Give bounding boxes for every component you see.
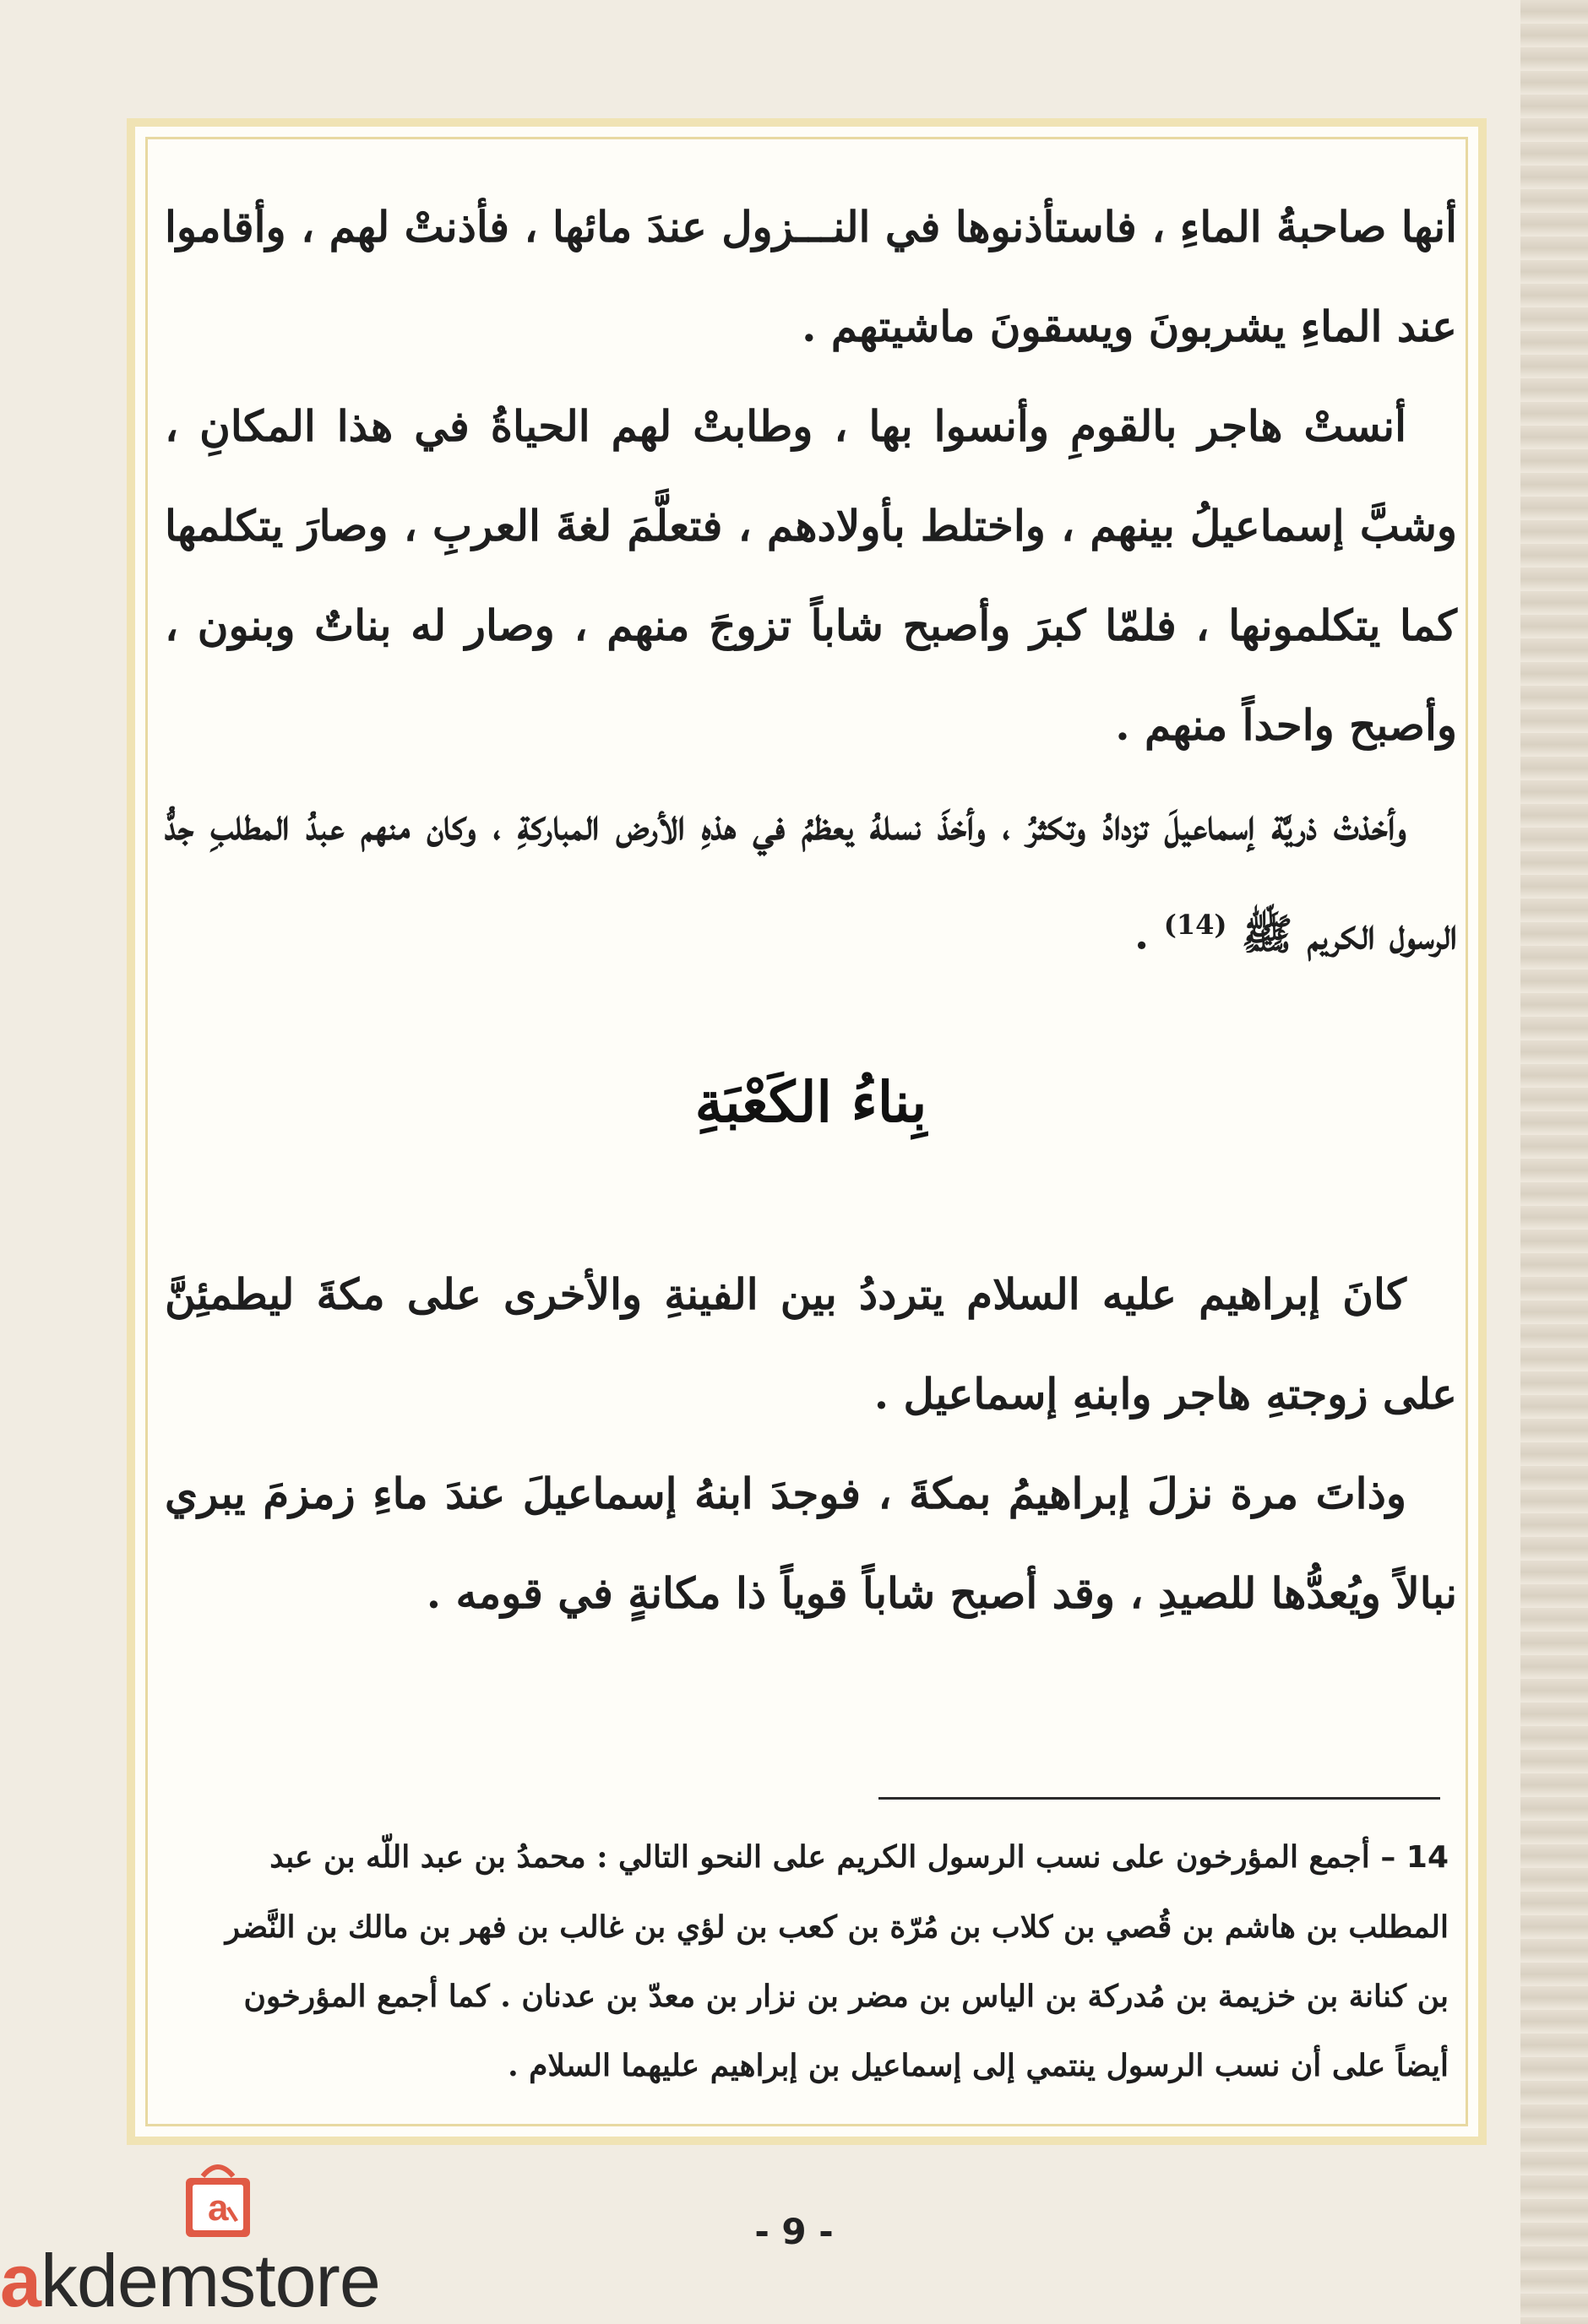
logo-text-prefix: a bbox=[0, 2239, 41, 2322]
section-title: بِناءُ الكَعْبَةِ bbox=[694, 1068, 927, 1135]
footnote-ref: (14) bbox=[1163, 909, 1227, 941]
paragraph-text: وأخذتْ ذريَّة إسماعيلَ تزدادُ وتكثرُ ، وأخذَ نسلهُ يعظمُ في هذهِ الأرض المباركةِ ، وكان منهم عبدُ المطلبِ جدُّ الرسول الكريم ﷺ bbox=[165, 800, 1457, 959]
paragraph-end: . bbox=[1134, 909, 1150, 959]
logo-text-rest: kdemstore bbox=[40, 2239, 380, 2322]
footnote-divider bbox=[878, 1797, 1440, 1800]
paragraph: وذاتَ مرة نزلَ إبراهيمُ بمكةَ ، فوجدَ ابنهُ إسماعيلَ عندَ ماءِ زمزمَ يبري نبالاً ويُعدُّها للصيدِ ، وقد أصبح شاباً قوياً ذا مكانةٍ في قومه . bbox=[165, 1468, 1457, 1618]
footnote-text: أجمع المؤرخون على نسب الرسول الكريم على النحو التالي : محمدُ بن عبد اللّه بن عبد المطلب بن هاشم بن قُصي بن كلاب بن مُرّة بن كعب بن لؤي بن غالب بن فهر بن مالك بن النَّضر بن كنانة بن خزيمة بن مُدركة بن الياس بن مضر بن نزار بن معدّ بن عدنان . كما أجمع المؤرخون أيضاً على أن نسب الرسول ينتمي إلى إسماعيل بن إبراهيم عليهما السلام . bbox=[225, 1839, 1449, 2083]
store-logo bbox=[0, 2158, 456, 2322]
footnote-number: 14 bbox=[1406, 1840, 1449, 1875]
section-1-text bbox=[165, 177, 1457, 985]
footnote-dash: – bbox=[1380, 1839, 1396, 1875]
page-number: - 9 - bbox=[754, 2211, 834, 2252]
logo-wordmark bbox=[0, 2238, 380, 2324]
paragraph: أنستْ هاجر بالقومِ وأنسوا بها ، وطابتْ لهم الحياةُ في هذا المكانِ ، وشبَّ إسماعيلُ بينهم ، واختلط بأولادهم ، فتعلَّمَ لغةَ العربِ ، وصارَ يتكلمها كما يتكلمونها ، فلمّا كبرَ وأصبح شاباً تزوجَ منهم ، وصار له بناتٌ وبنون ، وأصبح واحداً منهم . bbox=[165, 401, 1457, 750]
page-edge bbox=[1520, 0, 1588, 2324]
page-content bbox=[165, 177, 1457, 1643]
logo-icon-letter: a bbox=[208, 2187, 229, 2229]
paragraph bbox=[165, 775, 1457, 985]
paragraph: أنها صاحبةُ الماءِ ، فاستأذنوها في النـــزول عندَ مائها ، فأذنتْ لهم ، وأقاموا عند الماءِ يشربونَ ويسقونَ ماشيتهم . bbox=[165, 202, 1457, 351]
section-2-text bbox=[165, 1245, 1457, 1643]
paragraph: كانَ إبراهيم عليه السلام يترددُ بين الفينةِ والأخرى على مكةَ ليطمئِنَّ على زوجتهِ هاجر وابنهِ إسماعيل . bbox=[165, 1268, 1457, 1419]
book-cart-icon bbox=[179, 2158, 257, 2242]
footnote bbox=[211, 1822, 1449, 2100]
